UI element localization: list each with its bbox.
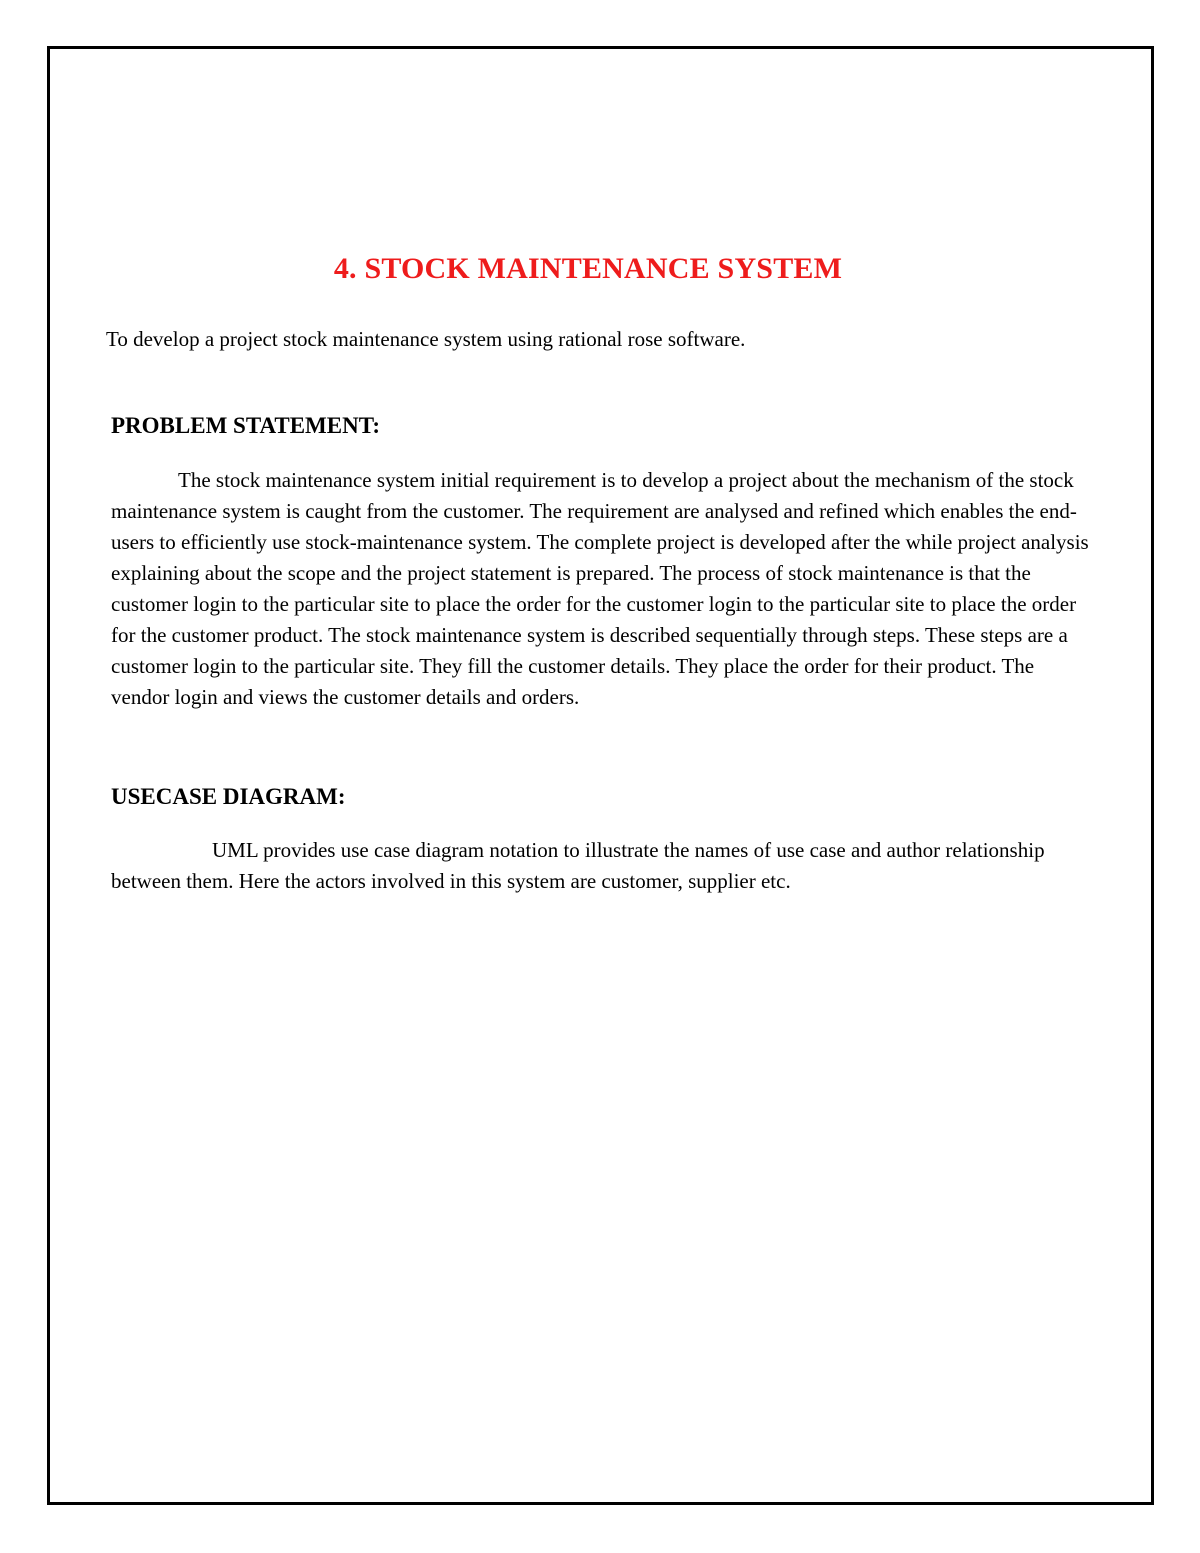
problem-statement-body: The stock maintenance system initial requirement is to develop a project about the mechanism of the stock maintenance system is caught from the customer. The requirement are analysed and refined which enables the end-users to efficiently use stock-maintenance system. The complete project is developed after the while project analysis explaining about the scope and the project statement is prepared. The process of stock maintenance is that the customer login to the particular site to place the order for the customer login to the particular site to place the order for the customer product. The stock maintenance system is described sequentially through steps. These steps are a customer login to the particular site. They fill the customer details. They place the order for their product. The vendor login and views the customer details and orders. xyxy=(111,468,1089,709)
page-title: 4. STOCK MAINTENANCE SYSTEM xyxy=(333,252,843,285)
usecase-diagram-body: UML provides use case diagram notation to illustrate the names of use case and author relationship between them. Here the actors involved in this system are customer, supplier etc. xyxy=(111,838,1045,893)
aim-statement: To develop a project stock maintenance system using rational rose software. xyxy=(106,327,746,351)
usecase-diagram-heading: USECASE DIAGRAM: xyxy=(111,784,346,809)
problem-statement-heading: PROBLEM STATEMENT: xyxy=(111,413,380,438)
